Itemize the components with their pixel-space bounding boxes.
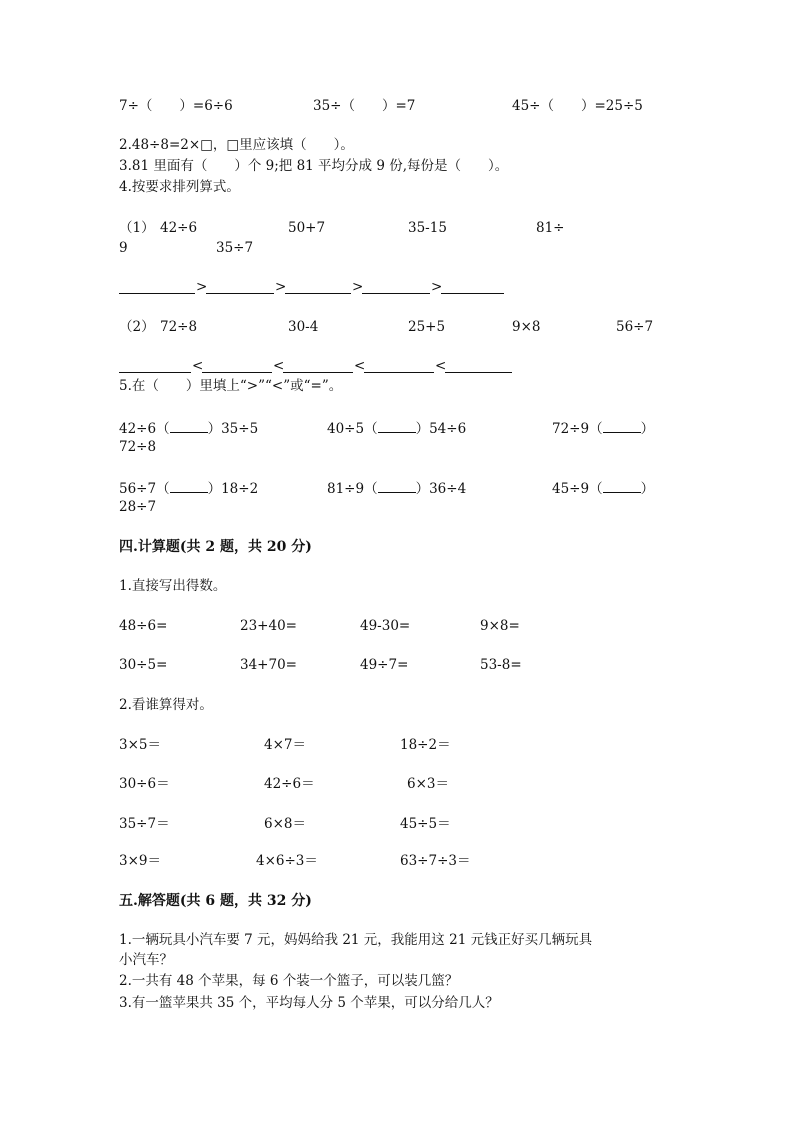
- less-sign: <: [192, 358, 204, 374]
- q1-item-1: 7÷（ ）=6÷6: [119, 98, 233, 114]
- comparison-right: 18÷2: [221, 481, 259, 497]
- s4-q2-expr: 6×8＝: [264, 816, 306, 832]
- q4-p2-expr-3: 25+5: [408, 319, 446, 335]
- s4-q2-expr: 18÷2＝: [400, 737, 451, 753]
- s4-q2-expr: 45÷5＝: [400, 816, 451, 832]
- s4-q2-expr: 42÷6＝: [264, 776, 315, 792]
- question-3: 3.81 里面有（ ）个 9;把 81 平均分成 9 份,每份是（ ）。: [119, 158, 509, 174]
- section-4-heading: 四.计算题(共 2 题，共 20 分): [119, 539, 312, 555]
- section-5-heading: 五.解答题(共 6 题，共 32 分): [119, 893, 312, 909]
- s4-q2-expr: 6×3＝: [407, 776, 449, 792]
- s4-question-1-title: 1.直接写出得数。: [119, 578, 227, 594]
- q5-row2-item2: 81÷9（ ）36÷4: [327, 478, 466, 498]
- comparison-blank[interactable]: [378, 478, 416, 493]
- s5-question-1-line2: 小汽车？: [119, 952, 173, 968]
- q4-p2-answer-line[interactable]: [119, 357, 519, 377]
- s4-q1-expr: 53-8=: [480, 657, 522, 673]
- answer-blank[interactable]: [285, 293, 351, 294]
- comparison-left: 72÷9: [552, 421, 590, 437]
- s4-question-2-title: 2.看谁算得对。: [119, 697, 213, 713]
- s4-q1-expr: 34+70=: [240, 657, 297, 673]
- s4-q2-expr: 3×9＝: [119, 853, 161, 869]
- answer-blank[interactable]: [364, 372, 434, 373]
- comparison-right: 36÷4: [429, 481, 467, 497]
- q4-p2-expr-2: 30-4: [288, 319, 319, 335]
- q5-row1-item3: 72÷9（ ）: [552, 418, 654, 438]
- comparison-left: 42÷6: [119, 421, 157, 437]
- comparison-left: 40÷5: [327, 421, 365, 437]
- q4-p1-expr-1: 42÷6: [160, 220, 198, 236]
- q1-item-2: 35÷（ ）=7: [313, 98, 416, 114]
- s4-q1-expr: 9×8=: [480, 618, 520, 634]
- greater-sign: >: [275, 279, 287, 295]
- q4-p1-expr-2: 50+7: [288, 220, 326, 236]
- comparison-blank[interactable]: [603, 478, 641, 493]
- q1-item-3: 45÷（ ）=25÷5: [512, 98, 643, 114]
- s4-q1-expr: 23+40=: [240, 618, 297, 634]
- s4-q2-expr: 35÷7＝: [119, 816, 170, 832]
- comparison-blank[interactable]: [378, 418, 416, 433]
- answer-blank[interactable]: [362, 293, 430, 294]
- comparison-blank[interactable]: [170, 478, 208, 493]
- s5-question-2: 2.一共有 48 个苹果，每 6 个装一个篮子，可以装几篮？: [119, 973, 459, 989]
- q4-p1-answer-line[interactable]: [119, 278, 519, 298]
- q4-p2-expr-1: 72÷8: [160, 319, 198, 335]
- q4-p2-label: （2）: [119, 319, 155, 335]
- comparison-left: 56÷7: [119, 481, 157, 497]
- comparison-left: 45÷9: [552, 481, 590, 497]
- s4-q1-expr: 48÷6=: [119, 618, 168, 634]
- s4-q2-expr: 30÷6＝: [119, 776, 170, 792]
- answer-blank[interactable]: [441, 293, 504, 294]
- comparison-right: 35÷5: [221, 421, 259, 437]
- comparison-left: 81÷9: [327, 481, 365, 497]
- q5-row1-item1: 42÷6（ ）35÷5: [119, 418, 258, 438]
- answer-blank[interactable]: [206, 293, 274, 294]
- answer-blank[interactable]: [119, 293, 195, 294]
- q5-row2-item1: 56÷7（ ）18÷2: [119, 478, 258, 498]
- s4-q1-expr: 30÷5=: [119, 657, 168, 673]
- q5-row1-item2: 40÷5（ ）54÷6: [327, 418, 466, 438]
- comparison-blank[interactable]: [170, 418, 208, 433]
- greater-sign: >: [431, 279, 443, 295]
- less-sign: <: [354, 358, 366, 374]
- less-sign: <: [435, 358, 447, 374]
- comparison-blank[interactable]: [603, 418, 641, 433]
- s4-q2-expr: 3×5＝: [119, 737, 161, 753]
- q4-p1-expr-4-wrap: 9: [119, 240, 128, 256]
- less-sign: <: [273, 358, 285, 374]
- comparison-right: 54÷6: [429, 421, 467, 437]
- question-4-title: 4.按要求排列算式。: [119, 179, 240, 195]
- greater-sign: >: [352, 279, 364, 295]
- s5-question-3: 3.有一篮苹果共 35 个，平均每人分 5 个苹果，可以分给几人？: [119, 995, 499, 1011]
- q4-p1-expr-3: 35-15: [408, 220, 447, 236]
- q5-row1-wrap: 72÷8: [119, 439, 157, 455]
- question-2: 2.48÷8=2×□，□里应该填（ ）。: [119, 137, 354, 153]
- question-5-title: 5.在（ ）里填上“>”“<”或“=”。: [119, 378, 343, 394]
- q4-p2-expr-5: 56÷7: [616, 319, 654, 335]
- s4-q2-expr: 63÷7÷3＝: [400, 853, 471, 869]
- answer-blank[interactable]: [445, 372, 512, 373]
- q4-p1-label: （1）: [119, 220, 155, 236]
- q4-p1-expr-4: 81÷: [536, 220, 565, 236]
- s4-q1-expr: 49-30=: [360, 618, 411, 634]
- q5-row2-item3: 45÷9（ ）: [552, 478, 654, 498]
- q4-p2-expr-4: 9×8: [512, 319, 541, 335]
- answer-blank[interactable]: [119, 372, 191, 373]
- q5-row2-wrap: 28÷7: [119, 499, 157, 515]
- s5-question-1-line1: 1.一辆玩具小汽车要 7 元，妈妈给我 21 元，我能用这 21 元钱正好买几辆玩具: [119, 932, 593, 948]
- s4-q2-expr: 4×7＝: [264, 737, 306, 753]
- greater-sign: >: [196, 279, 208, 295]
- s4-q2-expr: 4×6÷3＝: [256, 853, 318, 869]
- answer-blank[interactable]: [202, 372, 272, 373]
- s4-q1-expr: 49÷7=: [360, 657, 409, 673]
- answer-blank[interactable]: [283, 372, 353, 373]
- q4-p1-expr-5: 35÷7: [216, 240, 254, 256]
